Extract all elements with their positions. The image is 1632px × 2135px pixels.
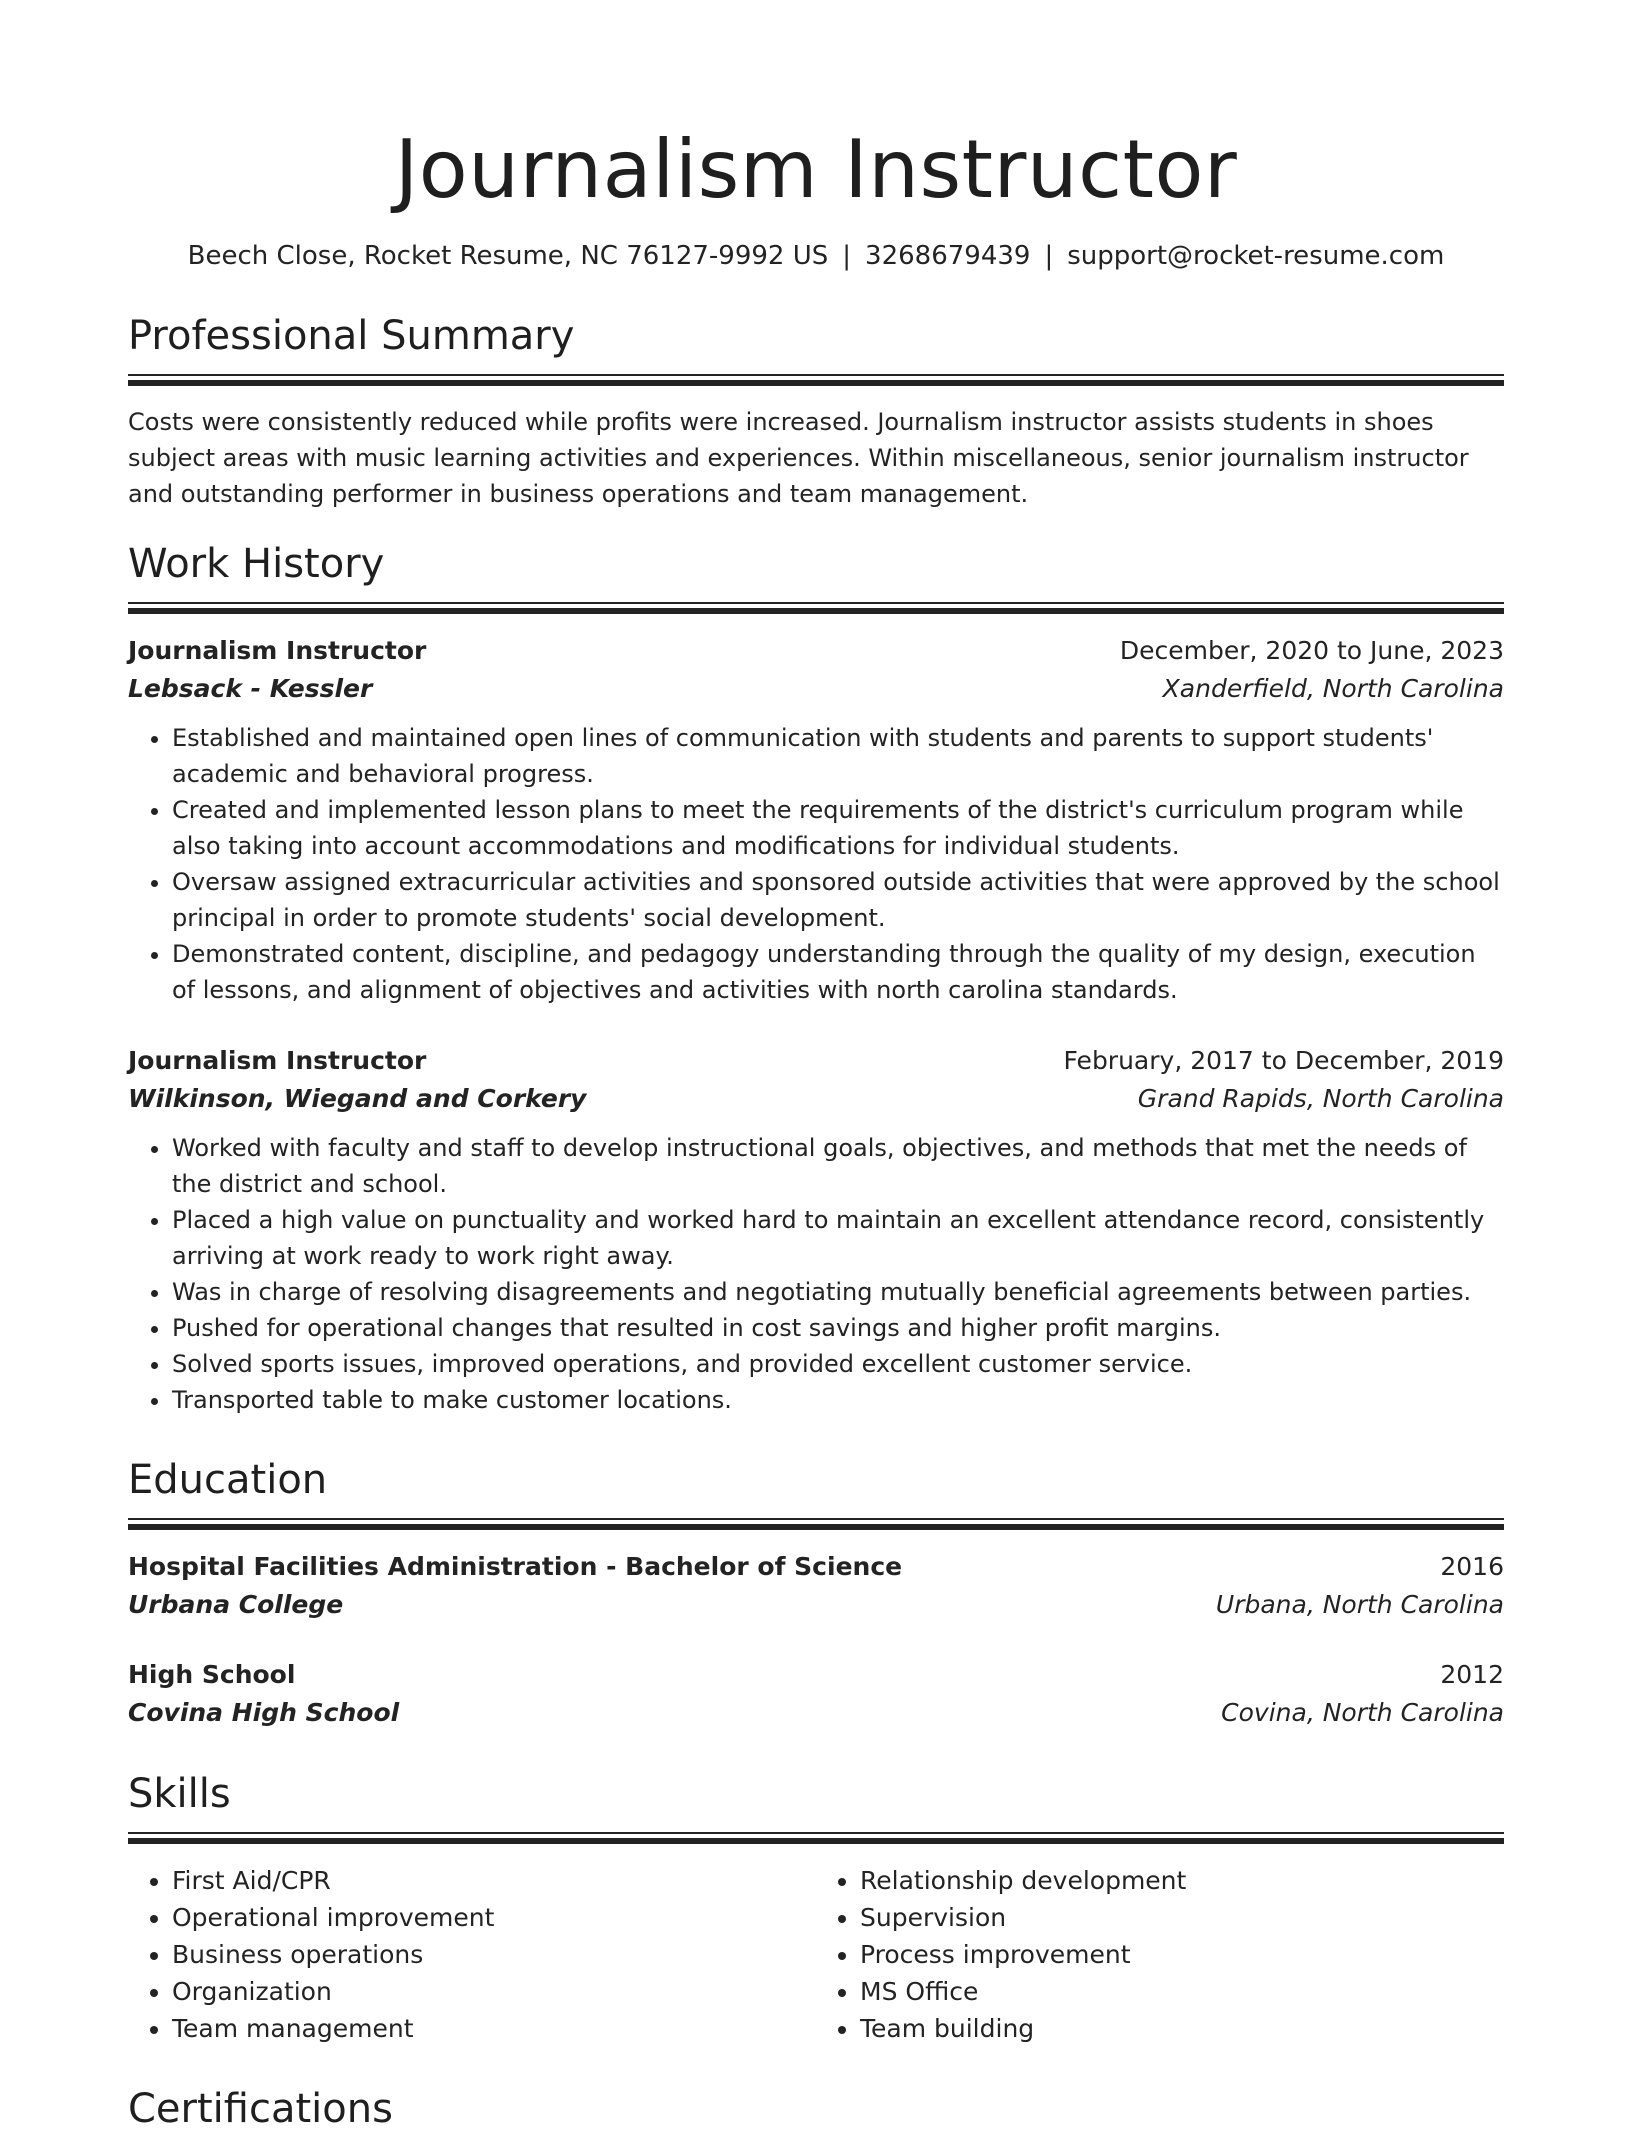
education-entry [128,1656,1504,1732]
education-entry [128,1548,1504,1624]
job-dates: February, 2017 to December, 2019 [1063,1046,1504,1075]
job-bullets [128,1130,1504,1418]
contact-separator: | [842,241,852,271]
summary-text: Costs were consistently reduced while profits were increased. Journalism instructor assists students in shoes subject areas with music learning activities and experiences. Within miscellaneous, senior journalism instructor and outstanding performer in business operations and team management. [128,408,1469,508]
job-entry [128,632,1504,1008]
skills-section [128,1768,1504,2047]
section-divider [128,602,1504,614]
skill-item: • Organization [172,1973,816,2010]
job-bullet: • Was in charge of resolving disagreements and negotiating mutually beneficial agreements between parties. [172,1274,1504,1310]
skill-item: • Relationship development [860,1862,1504,1899]
job-dates: December, 2020 to June, 2023 [1119,636,1504,665]
skill-item: • Team management [172,2010,816,2047]
job-header-row [128,1042,1504,1080]
education-school-row [128,1586,1504,1624]
job-title: Journalism Instructor [128,636,427,665]
section-divider [128,1518,1504,1530]
contact-separator: | [1044,241,1054,271]
job-bullet: • Worked with faculty and staff to develop instructional goals, objectives, and methods that met the needs of the district and school. [172,1130,1504,1202]
education-school-row [128,1694,1504,1732]
skills-list-right [816,1862,1504,2047]
section-heading-summary: Professional Summary [128,313,575,359]
section-divider [128,1832,1504,1844]
education-section [128,1454,1504,1732]
contact-line [128,238,1504,274]
summary-section [128,310,1504,512]
job-bullet: • Transported table to make customer locations. [172,1382,1504,1418]
job-bullet: • Solved sports issues, improved operations, and provided excellent customer service. [172,1346,1504,1382]
section-heading-certifications: Certifications [128,2086,393,2132]
certifications-section [128,2083,1504,2135]
skill-item: • Operational improvement [172,1899,816,1936]
job-company: Wilkinson, Wiegand and Corkery [128,1084,587,1113]
skill-item: • First Aid/CPR [172,1862,816,1899]
job-bullets [128,720,1504,1008]
education-header-row [128,1548,1504,1586]
job-entry [128,1042,1504,1418]
section-heading-work: Work History [128,541,385,587]
education-school: Urbana College [128,1590,344,1619]
job-company-row [128,670,1504,708]
education-location: Urbana, North Carolina [1215,1590,1504,1619]
education-year: 2016 [1440,1552,1504,1581]
job-bullet: • Created and implemented lesson plans to meet the requirements of the district's curriculum program while also taking into account accommodations and modifications for individual students. [172,792,1504,864]
education-header-row [128,1656,1504,1694]
resume-title: Journalism Instructor [394,123,1238,216]
work-history-section [128,538,1504,1418]
job-company-row [128,1080,1504,1118]
section-divider [128,374,1504,386]
contact-address: Beech Close, Rocket Resume, NC 76127-9992 US [187,241,829,271]
education-degree: Hospital Facilities Administration - Bachelor of Science [128,1552,903,1581]
section-heading-education: Education [128,1457,328,1503]
job-bullet: • Pushed for operational changes that resulted in cost savings and higher profit margins. [172,1310,1504,1346]
job-location: Grand Rapids, North Carolina [1137,1084,1504,1113]
job-location: Xanderfield, North Carolina [1162,674,1504,703]
contact-phone: 3268679439 [865,241,1031,271]
skill-item: • Business operations [172,1936,816,1973]
skill-item: • MS Office [860,1973,1504,2010]
skill-item: • Team building [860,2010,1504,2047]
skills-columns [128,1862,1504,2047]
education-year: 2012 [1440,1660,1504,1689]
job-bullet: • Established and maintained open lines of communication with students and parents to support students' academic and behavioral progress. [172,720,1504,792]
section-heading-skills: Skills [128,1771,231,1817]
education-location: Covina, North Carolina [1221,1698,1504,1727]
job-header-row [128,632,1504,670]
job-bullet: • Placed a high value on punctuality and worked hard to maintain an excellent attendance record, consistently arriving at work ready to work right away. [172,1202,1504,1274]
job-bullet: • Demonstrated content, discipline, and pedagogy understanding through the quality of my design, execution of lessons, and alignment of objectives and activities with north carolina standards. [172,936,1504,1008]
education-school: Covina High School [128,1698,400,1727]
contact-email: support@rocket-resume.com [1067,241,1445,271]
education-degree: High School [128,1660,296,1689]
job-company: Lebsack - Kessler [128,674,373,703]
job-title: Journalism Instructor [128,1046,427,1075]
job-bullet: • Oversaw assigned extracurricular activities and sponsored outside activities that were approved by the school principal in order to promote students' social development. [172,864,1504,936]
skill-item: • Supervision [860,1899,1504,1936]
skills-list-left [128,1862,816,2047]
skill-item: • Process improvement [860,1936,1504,1973]
